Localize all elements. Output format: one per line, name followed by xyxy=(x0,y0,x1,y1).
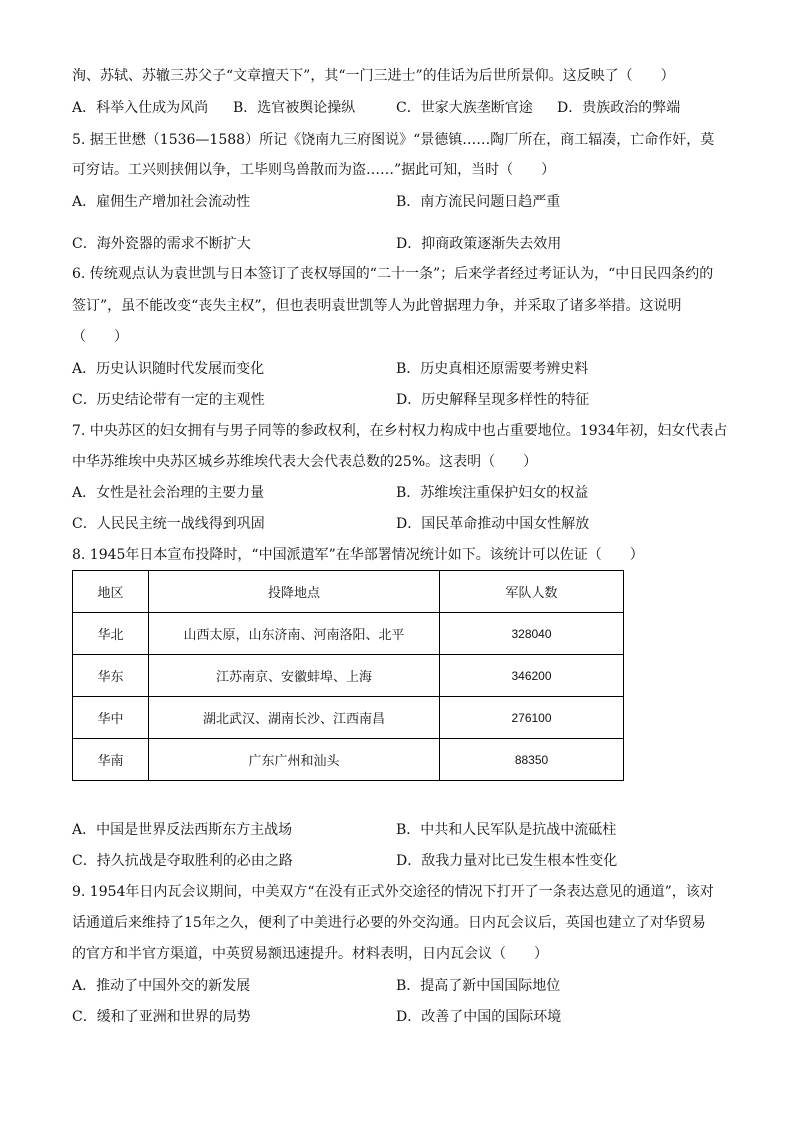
q9-stem-line2: 话通道后来维持了15年之久，便利了中美进行必要的外交沟通。日内瓦会议后，英国也建立了对华贸易 xyxy=(72,915,706,931)
table-row xyxy=(73,697,624,739)
q4-option-d: D．贵族政治的弊端 xyxy=(557,100,681,116)
q5-option-b: B．南方流民问题日趋严重 xyxy=(396,194,561,210)
q9-option-b: B．提高了新中国国际地位 xyxy=(396,978,561,994)
q5-option-d: D．抑商政策逐渐失去效用 xyxy=(396,236,562,252)
q5-option-a: A．雇佣生产增加社会流动性 xyxy=(72,194,251,210)
q8-stem-line1: 8. 1945年日本宣布投降时，“中国派遣军”在华部署情况统计如下。该统计可以佐证（ ） xyxy=(72,547,644,563)
q6-option-a: A．历史认识随时代发展而变化 xyxy=(72,361,265,377)
q8-option-b: B．中共和人民军队是抗战中流砥柱 xyxy=(396,822,617,838)
q6-stem-line2: 签订”，虽不能改变“丧失主权”，但也表明袁世凯等人为此曾据理力争，并采取了诸多举措。这说明 xyxy=(72,298,682,314)
q6-option-d: D．历史解释呈现多样性的特征 xyxy=(396,392,590,408)
table-cell-region: 华东 xyxy=(73,655,149,697)
q7-option-c: C．人民民主统一战线得到巩固 xyxy=(72,516,265,532)
q9-option-a: A．推动了中国外交的新发展 xyxy=(72,978,251,994)
surrender-table xyxy=(72,570,624,781)
q7-option-a: A．女性是社会治理的主要力量 xyxy=(72,485,265,501)
table-cell-region: 华南 xyxy=(73,739,149,781)
q9-option-d: D．改善了中国的国际环境 xyxy=(396,1009,562,1025)
q9-stem-line3: 的官方和半官方渠道，中英贸易额迅速提升。材料表明，日内瓦会议（ ） xyxy=(72,946,548,962)
table-cell-location: 广东广州和汕头 xyxy=(149,739,440,781)
q5-stem-line2: 可穷诘。工兴则挟佣以争，工毕则鸟兽散而为盗……”据此可知，当时（ ） xyxy=(72,162,556,178)
q4-option-a: A．科举入仕成为风尚 xyxy=(72,100,209,116)
q6-stem-line1: 6. 传统观点认为袁世凯与日本签订了丧权辱国的“二十一条”；后来学者经过考证认为，“中日民四条约的 xyxy=(72,266,714,282)
q8-option-c: C．持久抗战是夺取胜利的必由之路 xyxy=(72,853,293,869)
q7-option-b: B．苏维埃注重保护妇女的权益 xyxy=(396,485,589,501)
table-header-cell: 投降地点 xyxy=(149,571,440,613)
q9-stem-line1: 9. 1954年日内瓦会议期间，中美双方“在没有正式外交途径的情况下打开了一条表达意见的通道”，该对 xyxy=(72,884,714,900)
q6-option-b: B．历史真相还原需要考辨史料 xyxy=(396,361,589,377)
table-cell-troops: 328040 xyxy=(440,613,624,655)
q5-stem-line1: 5. 据王世懋（1536—1588）所记《饶南九三府图说》“景德镇……陶厂所在，商工辐凑，亡命作奸，莫 xyxy=(72,132,715,148)
q7-stem-line1: 7. 中央苏区的妇女拥有与男子同等的参政权利，在乡村权力构成中也占重要地位。1934年初，妇女代表占 xyxy=(72,423,728,439)
table-cell-location: 山西太原，山东济南、河南洛阳、北平 xyxy=(149,613,440,655)
q8-option-d: D．敌我力量对比已发生根本性变化 xyxy=(396,853,618,869)
q8-option-a: A．中国是世界反法西斯东方主战场 xyxy=(72,822,293,838)
table-row xyxy=(73,739,624,781)
table-row xyxy=(73,613,624,655)
q6-stem-line3: （ ） xyxy=(72,329,128,345)
table-cell-region: 华中 xyxy=(73,697,149,739)
q4-stem-continued: 洵、苏轼、苏辙三苏父子“文章擅天下”，其“一门三进士”的佳话为后世所景仰。这反映了（ ） xyxy=(72,68,675,84)
table-cell-troops: 88350 xyxy=(440,739,624,781)
q6-option-c: C．历史结论带有一定的主观性 xyxy=(72,392,265,408)
q7-option-d: D．国民革命推动中国女性解放 xyxy=(396,516,590,532)
table-cell-troops: 276100 xyxy=(440,697,624,739)
table-cell-region: 华北 xyxy=(73,613,149,655)
q4-option-c: C．世家大族垄断官途 xyxy=(396,100,533,116)
table-row xyxy=(73,655,624,697)
table-cell-location: 江苏南京、安徽蚌埠、上海 xyxy=(149,655,440,697)
q7-stem-line2: 中华苏维埃中央苏区城乡苏维埃代表大会代表总数的25%。这表明（ ） xyxy=(72,454,538,470)
table-header-cell: 军队人数 xyxy=(440,571,624,613)
q4-option-b: B．选官被舆论操纵 xyxy=(233,100,356,116)
q9-option-c: C．缓和了亚洲和世界的局势 xyxy=(72,1009,251,1025)
table-cell-location: 湖北武汉、湖南长沙、江西南昌 xyxy=(149,697,440,739)
table-header-cell: 地区 xyxy=(73,571,149,613)
table-cell-troops: 346200 xyxy=(440,655,624,697)
table-header-row xyxy=(73,571,624,613)
q5-option-c: C．海外瓷器的需求不断扩大 xyxy=(72,236,251,252)
